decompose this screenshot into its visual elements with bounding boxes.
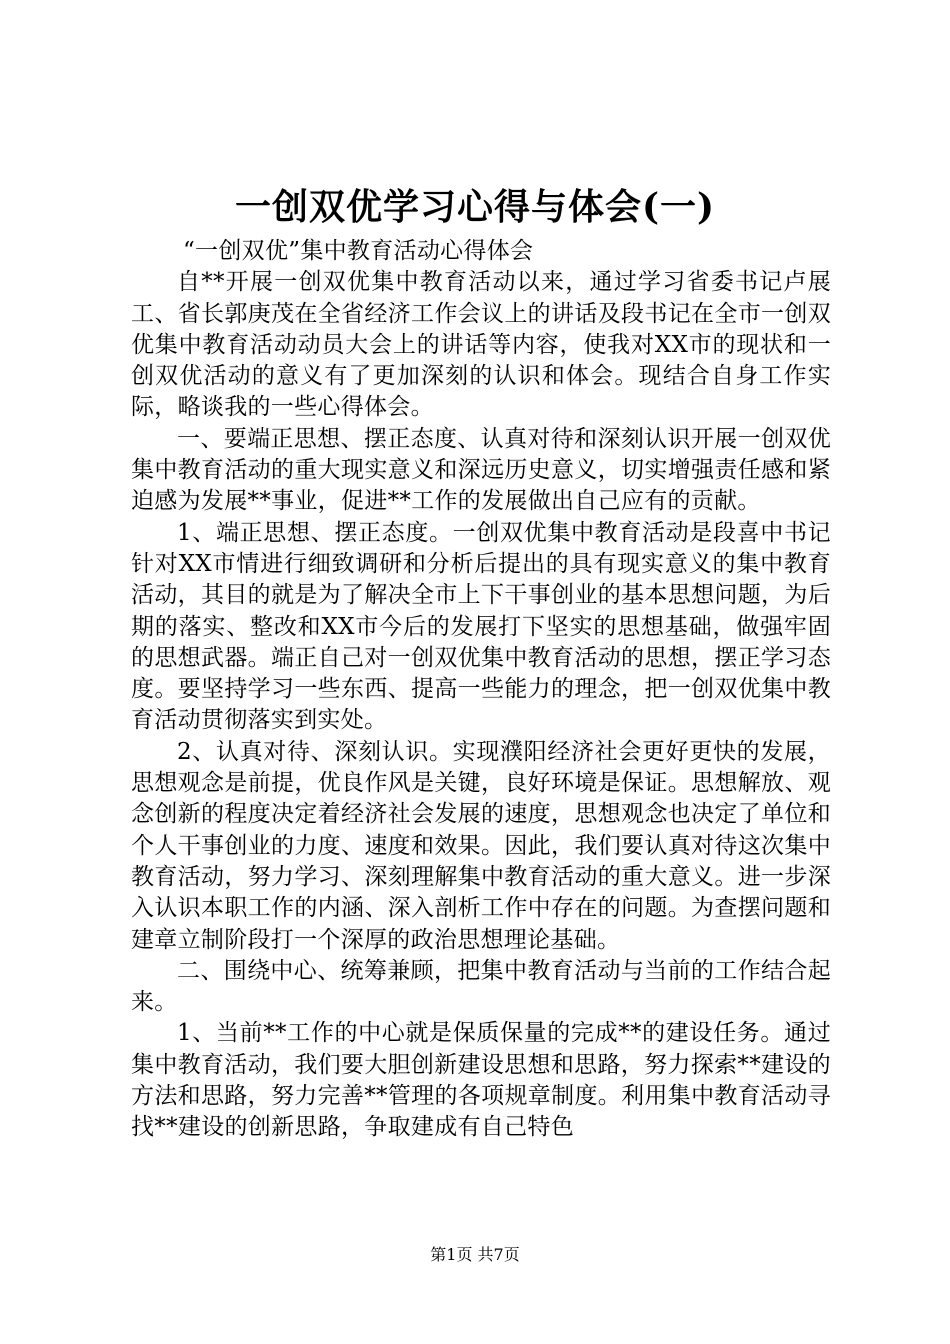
paragraph: 2、认真对待、深刻认识。实现濮阳经济社会更好更快的发展，思想观念是前提，优良作风是关键，良好环境是保证。思想解放、观念创新的程度决定着经济社会发展的速度，思想观念也决定了单位和个人干事创业的力度、速度和效果。因此，我们要认真对待这次集中教育活动，努力学习、深刻理解集中教育活动的重大意义。进一步深入认识本职工作的内涵、深入剖析工作中存在的问题。为查摆问题和建章立制阶段打一个深厚的政治思想理论基础。 [131,738,831,953]
document-body [131,236,831,1144]
paragraph: 1、端正思想、摆正态度。一创双优集中教育活动是段喜中书记针对XX市情进行细致调研和分析后提出的具有现实意义的集中教育活动，其目的就是为了解决全市上下干事创业的基本思想问题，为后期的落实、整改和XX市今后的发展打下坚实的思想基础，做强牢固的思想武器。端正自己对一创双优集中教育活动的思想，摆正学习态度。要坚持学习一些东西、提高一些能力的理念，把一创双优集中教育活动贯彻落实到实处。 [131,519,831,734]
paragraph: 自**开展一创双优集中教育活动以来，通过学习省委书记卢展工、省长郭庚茂在全省经济工作会议上的讲话及段书记在全市一创双优集中教育活动动员大会上的讲话等内容，使我对XX市的现状和一创双优活动的意义有了更加深刻的认识和体会。现结合自身工作实际，略谈我的一些心得体会。 [131,269,831,421]
page-number-footer: 第1页 共7页 [430,1245,520,1264]
document-subtitle: “一创双优”集中教育活动心得体会 [183,238,534,264]
paragraph: 二、围绕中心、统筹兼顾，把集中教育活动与当前的工作结合起来。 [131,957,831,1016]
document-title: 一创双优学习心得与体会(一) [234,186,716,228]
paragraph: 1、当前**工作的中心就是保质保量的完成**的建设任务。通过集中教育活动，我们要大胆创新建设思想和思路，努力探索**建设的方法和思路，努力完善**管理的各项规章制度。利用集中教育活动寻找**建设的创新思路，争取建成有自己特色 [131,1020,831,1141]
paragraph: 一、要端正思想、摆正态度、认真对待和深刻认识开展一创双优集中教育活动的重大现实意义和深远历史意义，切实增强责任感和紧迫感为发展**事业，促进**工作的发展做出自己应有的贡献。 [131,425,831,515]
